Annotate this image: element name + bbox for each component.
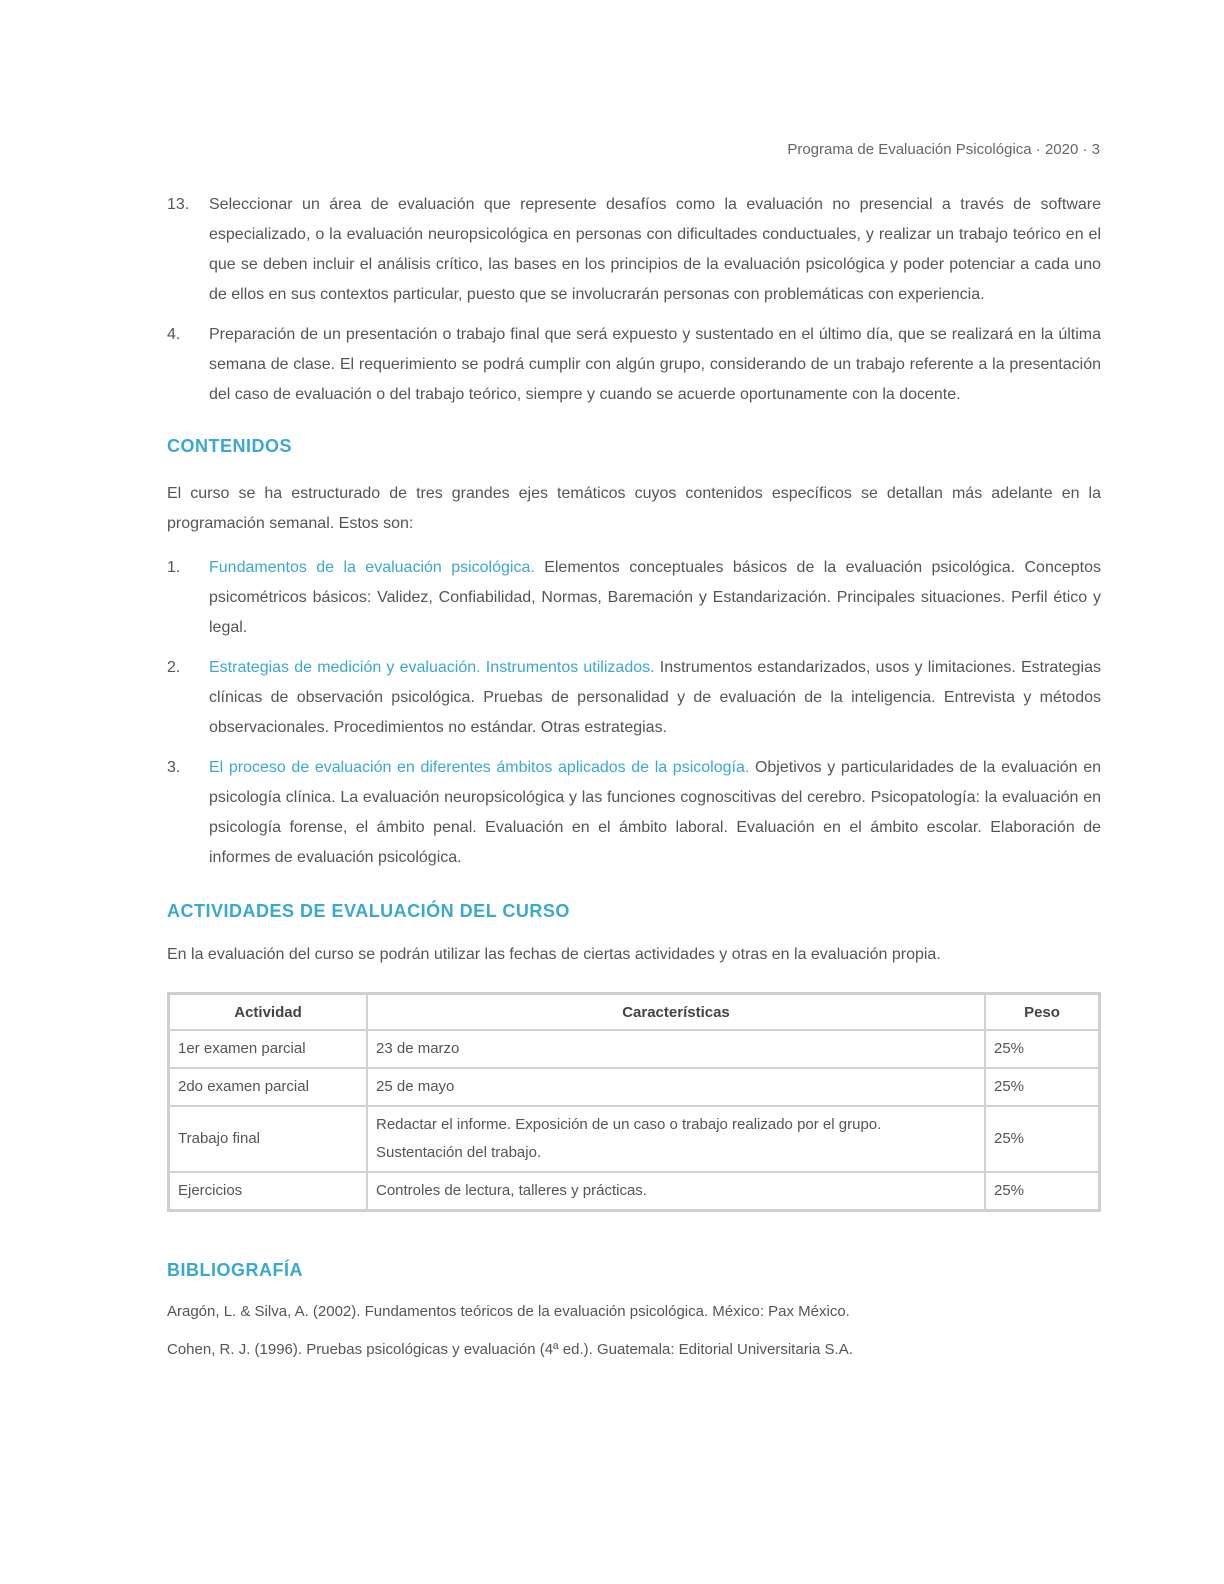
activity-cell: 1er examen parcial [169,1030,368,1068]
contenidos-list [167,553,1101,873]
list-marker: 13. [167,196,190,213]
weight-cell: 25% [985,1172,1100,1211]
weight-cell: 25% [985,1030,1100,1068]
table-header-cell: Actividad [169,994,368,1031]
table-row [169,1030,1100,1068]
characteristics-line: Sustentación del trabajo. [376,1144,542,1161]
bibliography-entry: Cohen, R. J. (1996). Pruebas psicológicas y evaluación (4ª ed.). Guatemala: Editorial Universitaria S.A. [167,1341,853,1358]
table-header-cell: Peso [985,994,1100,1031]
actividades-intro: En la evaluación del curso se podrán utilizar las fechas de ciertas actividades y otras en la evaluación propia. [167,946,941,963]
weight-cell: 25% [985,1106,1100,1172]
activity-cell: Trabajo final [169,1106,368,1172]
characteristics-cell: Controles de lectura, talleres y prácticas. [367,1172,985,1211]
section-heading-actividades: ACTIVIDADES DE EVALUACIÓN DEL CURSO [167,901,570,921]
section-heading-contenidos: CONTENIDOS [167,436,293,456]
contenido-text: Objetivos y particularidades de la evaluación en psicología clínica. La evaluación neuropsicológica y las funciones cognoscitivas del cerebro. Psicopatología: la evaluación en psicología forense, el ámbito penal. Evaluación en el ámbito laboral. Evaluación en el ámbito escolar. Elaboración de informes de evaluación psicológica. [209,759,1102,866]
evaluation-table [167,992,1101,1212]
objective-item [167,190,1101,310]
contenido-title: Estrategias de medición y evaluación. Instrumentos utilizados. [209,659,655,676]
contenido-item [167,653,1101,743]
list-marker: 1. [167,559,181,576]
page-content [167,190,1101,1373]
contenido-text: Elementos conceptuales básicos de la evaluación psicológica. Conceptos psicométricos básicos: Validez, Confiabilidad, Normas, Baremación y Estandarización. Principales situaciones. Perfil ético y legal. [209,559,1101,636]
contenido-title: Fundamentos de la evaluación psicológica. [209,559,535,576]
activity-cell: 2do examen parcial [169,1068,368,1106]
table-row [169,1172,1100,1211]
activity-cell: Ejercicios [169,1172,368,1211]
objectives-list [167,190,1101,410]
characteristics-cell [367,1106,985,1172]
section-heading-bibliografia: BIBLIOGRAFÍA [167,1260,303,1280]
characteristics-cell: 23 de marzo [367,1030,985,1068]
weight-cell: 25% [985,1068,1100,1106]
objective-text: Seleccionar un área de evaluación que represente desafíos como la evaluación no presencial a través de software especializado, o la evaluación neuropsicológica en personas con dificultades conductuales, y realizar un trabajo teórico en el que se deben incluir el análisis crítico, las bases en los principios de la evaluación psicológica y poder potenciar a cada uno de ellos en sus contextos particular, puesto que se involucrarán personas con problemáticas con experiencia. [209,196,1101,303]
list-marker: 4. [167,326,181,343]
table-row [169,1106,1100,1172]
contenido-title: El proceso de evaluación en diferentes ámbitos aplicados de la psicología. [209,759,750,776]
bibliography-entry: Aragón, L. & Silva, A. (2002). Fundamentos teóricos de la evaluación psicológica. México: Pax México. [167,1303,850,1320]
objective-item [167,320,1101,410]
contenido-item [167,753,1101,873]
table-header-row [169,994,1100,1031]
characteristics-line: Redactar el informe. Exposición de un caso o trabajo realizado por el grupo. [376,1116,882,1133]
contenido-text: Instrumentos estandarizados, usos y limitaciones. Estrategias clínicas de observación psicológica. Pruebas de personalidad y de evaluación de la inteligencia. Entrevista y métodos observacionales. Procedimientos no estándar. Otras estrategias. [209,659,1101,736]
list-marker: 3. [167,759,181,776]
table-row [169,1068,1100,1106]
running-header: Programa de Evaluación Psicológica · 2020 · 3 [787,141,1100,158]
contenidos-intro: El curso se ha estructurado de tres grandes ejes temáticos cuyos contenidos específicos se detallan más adelante en la programación semanal. Estos son: [167,485,1101,532]
table-header-cell: Características [367,994,985,1031]
characteristics-cell: 25 de mayo [367,1068,985,1106]
objective-text: Preparación de un presentación o trabajo final que será expuesto y sustentado en el último día, que se realizará en la última semana de clase. El requerimiento se podrá cumplir con algún grupo, considerando de un trabajo referente a la presentación del caso de evaluación o del trabajo teórico, siempre y cuando se acuerde oportunamente con la docente. [209,326,1101,403]
contenido-item [167,553,1101,643]
list-marker: 2. [167,659,181,676]
